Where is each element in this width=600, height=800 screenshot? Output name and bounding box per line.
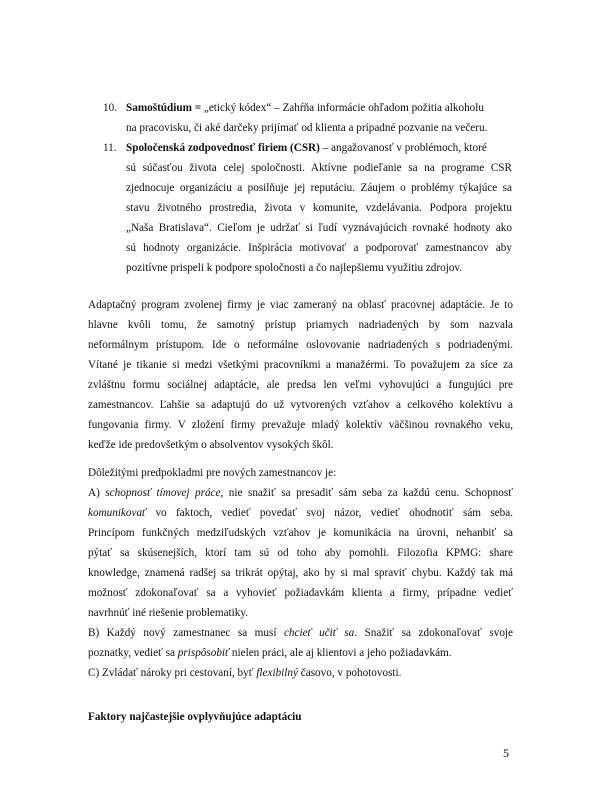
point-c-emphasis: flexibilný <box>256 667 298 679</box>
list-item-10-title: Samoštúdium = <box>126 102 204 114</box>
point-b2-prefix: poznatky, vedieť sa <box>88 647 178 659</box>
section-heading: Faktory najčastejšie ovplyvňujúce adaptáciu <box>88 711 302 723</box>
point-a-text: , nie snažiť sa presadiť sám seba za každú cenu. Schopnosť <box>220 487 513 499</box>
point-a-emphasis: schopnosť tímovej práce <box>105 487 221 499</box>
point-b-emphasis: chcieť učiť sa <box>283 627 355 639</box>
list-number-10: 10. <box>103 102 117 114</box>
list-item-11-line-1 <box>126 141 487 155</box>
point-b-text: . Snažiť sa zdokonaľovať svoje <box>354 627 513 639</box>
paragraph-1-line-4: Vítané je tikanie si medzi všetkými pracovníkmi a manažérmi. To považujem za síce za <box>88 359 513 371</box>
paragraph-1-line-2: hlavne kvôli tomu, že samotný prístup priamych nadriadených by som nazvala <box>88 319 513 331</box>
communicate-emphasis: komunikovať <box>88 507 147 519</box>
paragraph-2-line-2-text: vo faktoch, vedieť povedať svoj názor, vedieť ohodnotiť sám seba. <box>146 507 513 519</box>
list-item-11-text: – angažovanosť v problémoch, ktoré <box>319 142 487 154</box>
list-item-11-line-2: sú súčasťou života celej spoločnosti. Aktívne podieľanie sa na programe CSR <box>126 162 512 174</box>
paragraph-2-line-5: knowledge, znamená radšej sa trikrát opýtaj, ako by si mal spraviť chybu. Každý tak má <box>88 567 513 579</box>
paragraph-2-line-6: možnosť zdokonaľovať sa a vyhovieť požiadavkám klienta a firmy, prípadne vedieť <box>88 587 513 599</box>
point-b2-text: nielen práci, ale aj klientovi a jeho požiadavkám. <box>229 647 452 659</box>
list-item-11-line-5: „Naša Bratislava“. Cieľom je udržať si ľudí vyznávajúcich rovnaké hodnoty ako <box>126 222 512 234</box>
paragraph-1-line-6: zamestnancov. Ľahšie sa adaptujú do už vytvorených vzťahov a celkového kolektívu a <box>88 399 513 411</box>
page-number: 5 <box>503 746 509 760</box>
list-item-11-line-6: sú hodnoty organizácie. Inšpirácia motivovať a podporovať zamestnancov aby <box>126 242 512 254</box>
list-item-11-title: Spoločenská zodpovednosť firiem (CSR) <box>126 142 320 154</box>
paragraph-2-line-7: navrhnúť iné riešenie problematiky. <box>88 607 249 619</box>
list-item-11-line-3: zjednocuje organizáciu a posilňuje jej reputáciu. Záujem o problémy týkajúce sa <box>126 182 512 194</box>
point-c-prefix: C) Zvládať nároky pri cestovaní, byť <box>88 667 257 679</box>
paragraph-2-line-c <box>88 666 401 680</box>
paragraph-2-line-3: Princípom funkčných medziľudských vzťahov je komunikácia na úrovni, nehanbiť sa <box>88 527 513 539</box>
paragraph-1-line-7: fungovania firmy. V zložení firmy prevažuje mladý kolektív väčšinou rovnakého veku, <box>88 419 513 431</box>
point-a-prefix: A) <box>88 487 106 499</box>
paragraph-2-line-b2 <box>88 646 452 660</box>
paragraph-2-intro: Dôležitými predpokladmi pre nových zamestnancov je: <box>88 467 337 479</box>
paragraph-2-line-2 <box>88 506 513 520</box>
paragraph-1-line-5: zvláštnu formu sociálnej adaptácie, ale predsa len veľmi vyhovujúci a fungujúci pre <box>88 379 513 391</box>
point-b2-emphasis: prispôsobiť <box>177 647 230 659</box>
paragraph-1-line-3: neformálnym prístupom. Ide o neformálne oslovovanie nadriadených s podriadenými. <box>88 339 513 351</box>
paragraph-1-line-1: Adaptačný program zvolenej firmy je viac zameraný na oblasť pracovnej adaptácie. Je to <box>88 299 513 311</box>
list-item-10-line-1 <box>126 101 484 115</box>
list-item-11-line-7: pozitívne prispeli k podpore spoločnosti a čo najlepšiemu využitiu zdrojov. <box>126 262 463 274</box>
paragraph-1-line-8: keďže ide predovšetkým o absolventov vysokých škôl. <box>88 439 334 451</box>
paragraph-2-line-b <box>88 626 513 640</box>
point-c-text: časovo, v pohotovosti. <box>297 667 402 679</box>
list-number-11: 11. <box>103 142 117 154</box>
list-item-10-text: „etický kódex“ – Zahŕňa informácie ohľadom požitia alkoholu <box>203 102 484 114</box>
paragraph-2-line-4: pýtať sa skúsenejších, ktorí tam sú od toho aby pomohli. Filozofia KPMG: share <box>88 547 513 559</box>
paragraph-2-line-a <box>88 486 513 500</box>
list-item-10-line-2: na pracovisku, či aké darčeky prijímať od klienta a prípadné pozvanie na večeru. <box>126 122 488 134</box>
list-item-11-line-4: stavu životného prostredia, života v komunite, vzdelávania. Podpora projektu <box>126 202 512 214</box>
point-b-prefix: B) Každý nový zamestnanec sa musí <box>88 627 284 639</box>
